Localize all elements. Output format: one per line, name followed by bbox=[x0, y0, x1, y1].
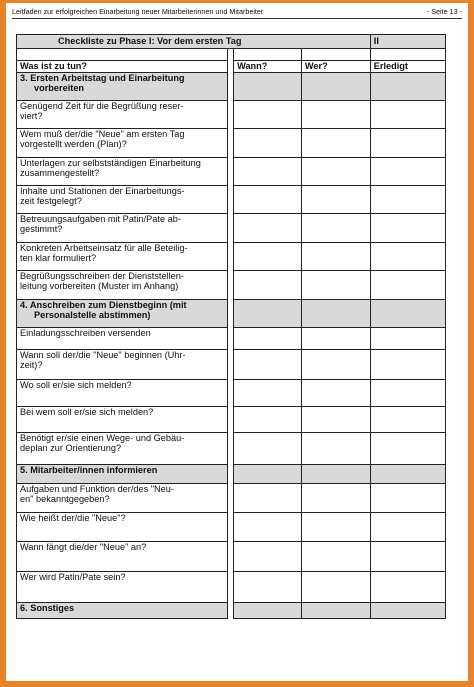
checklist-item-text bbox=[17, 571, 228, 602]
erledigt-cell[interactable] bbox=[370, 406, 445, 432]
col-header-wann: Wann? bbox=[234, 61, 302, 73]
wann-cell[interactable] bbox=[234, 541, 302, 571]
item-text-line: Genügend Zeit für die Begrüßung reser- bbox=[20, 100, 184, 111]
wann-cell[interactable] bbox=[234, 242, 302, 270]
item-text-line: Wann fängt die/der "Neue" an? bbox=[20, 541, 147, 552]
checklist-item-text bbox=[17, 379, 228, 406]
wann-cell[interactable] bbox=[234, 406, 302, 432]
erledigt-cell[interactable] bbox=[370, 571, 445, 602]
wer-cell[interactable] bbox=[301, 100, 370, 128]
wann-cell[interactable] bbox=[234, 128, 302, 157]
column-header-row bbox=[17, 61, 446, 73]
col-header-wer: Wer? bbox=[301, 61, 370, 73]
checklist-item-text bbox=[17, 541, 228, 571]
section-title bbox=[17, 602, 228, 618]
wer-cell[interactable] bbox=[301, 379, 370, 406]
section-row bbox=[17, 299, 446, 327]
item-text-line: Unterlagen zur selbstständigen Einarbeitung bbox=[20, 157, 201, 168]
wer-cell[interactable] bbox=[301, 512, 370, 541]
checklist-item-text bbox=[17, 185, 228, 213]
checklist-item-row bbox=[17, 483, 446, 512]
checklist-item-text bbox=[17, 406, 228, 432]
checklist-item-text bbox=[17, 483, 228, 512]
checklist-item-text bbox=[17, 128, 228, 157]
wann-cell[interactable] bbox=[234, 432, 302, 464]
checklist-item-text bbox=[17, 432, 228, 464]
item-text-line: zusammengestellt? bbox=[20, 168, 100, 179]
section-row bbox=[17, 464, 446, 483]
checklist-item-text bbox=[17, 512, 228, 541]
section-row bbox=[17, 602, 446, 618]
erledigt-cell[interactable] bbox=[370, 242, 445, 270]
erledigt-cell[interactable] bbox=[370, 483, 445, 512]
checklist-item-text bbox=[17, 242, 228, 270]
erledigt-cell[interactable] bbox=[370, 100, 445, 128]
wann-cell[interactable] bbox=[234, 349, 302, 379]
checklist-item-row bbox=[17, 128, 446, 157]
section-title bbox=[17, 464, 228, 483]
wann-cell[interactable] bbox=[234, 157, 302, 185]
item-text-line: en" bekanntgegeben? bbox=[20, 494, 110, 505]
checklist-item-row bbox=[17, 379, 446, 406]
checklist-item-row bbox=[17, 185, 446, 213]
checklist-item-row bbox=[17, 213, 446, 242]
erledigt-cell[interactable] bbox=[370, 379, 445, 406]
wer-cell[interactable] bbox=[301, 157, 370, 185]
item-text-line: zeit festgelegt? bbox=[20, 196, 82, 207]
item-text-line: viert? bbox=[20, 111, 43, 122]
phase-title: Checkliste zu Phase I: Vor dem ersten Tag bbox=[17, 35, 371, 49]
checklist-item-row bbox=[17, 512, 446, 541]
wann-cell[interactable] bbox=[234, 379, 302, 406]
erledigt-cell[interactable] bbox=[370, 128, 445, 157]
item-text-line: Wie heißt der/die "Neue"? bbox=[20, 512, 126, 523]
section-title-line: 3. Ersten Arbeitstag und Einarbeitung bbox=[20, 72, 185, 83]
checklist-item-row bbox=[17, 157, 446, 185]
erledigt-cell bbox=[370, 602, 445, 618]
header-title: Leitfaden zur erfolgreichen Einarbeitung neuer Mitarbeiterinnen und Mitarbeiter bbox=[12, 7, 264, 16]
erledigt-cell bbox=[370, 299, 445, 327]
wer-cell[interactable] bbox=[301, 432, 370, 464]
checklist-item-text bbox=[17, 100, 228, 128]
wann-cell[interactable] bbox=[234, 571, 302, 602]
erledigt-cell[interactable] bbox=[370, 349, 445, 379]
wann-cell[interactable] bbox=[234, 512, 302, 541]
erledigt-cell[interactable] bbox=[370, 512, 445, 541]
wer-cell[interactable] bbox=[301, 128, 370, 157]
wer-cell bbox=[301, 464, 370, 483]
item-text-line: zeit)? bbox=[20, 360, 43, 371]
item-text-line: vorgestellt werden (Plan)? bbox=[20, 139, 127, 150]
checklist-item-row bbox=[17, 541, 446, 571]
item-text-line: ten klar formuliert? bbox=[20, 253, 97, 264]
checklist-item-text bbox=[17, 157, 228, 185]
item-text-line: deplan zur Orientierung? bbox=[20, 443, 122, 454]
item-text-line: Einladungsschreiben versenden bbox=[20, 327, 151, 338]
erledigt-cell[interactable] bbox=[370, 432, 445, 464]
checklist-item-row bbox=[17, 432, 446, 464]
item-text-line: Inhalte und Stationen der Einarbeitungs- bbox=[20, 185, 185, 196]
section-title-line: 5. Mitarbeiter/innen informieren bbox=[20, 464, 158, 475]
checklist-item-row bbox=[17, 327, 446, 349]
item-text-line: Benötigt er/sie einen Wege- und Gebäu- bbox=[20, 432, 185, 443]
wer-cell[interactable] bbox=[301, 349, 370, 379]
section-title-line: vorbereiten bbox=[34, 83, 85, 94]
phase-title-row bbox=[17, 35, 446, 49]
wer-cell bbox=[301, 602, 370, 618]
wer-cell[interactable] bbox=[301, 242, 370, 270]
item-text-line: Konkreten Arbeitseinsatz für alle Beteilig- bbox=[20, 242, 188, 253]
item-text-line: Aufgaben und Funktion der/des "Neu- bbox=[20, 483, 174, 494]
erledigt-cell bbox=[370, 72, 445, 100]
col-header-erledigt: Erledigt bbox=[370, 61, 445, 73]
phase-roman: II bbox=[370, 35, 445, 49]
col-header-item: Was ist zu tun? bbox=[17, 61, 228, 73]
wer-cell bbox=[301, 72, 370, 100]
erledigt-cell bbox=[370, 464, 445, 483]
checklist-item-row bbox=[17, 270, 446, 299]
wer-cell[interactable] bbox=[301, 541, 370, 571]
wann-cell bbox=[234, 299, 302, 327]
wer-cell[interactable] bbox=[301, 270, 370, 299]
wann-cell bbox=[234, 464, 302, 483]
erledigt-cell[interactable] bbox=[370, 541, 445, 571]
wer-cell[interactable] bbox=[301, 406, 370, 432]
wann-cell[interactable] bbox=[234, 213, 302, 242]
erledigt-cell[interactable] bbox=[370, 327, 445, 349]
item-text-line: Wo soll er/sie sich melden? bbox=[20, 379, 132, 390]
checklist-item-row bbox=[17, 571, 446, 602]
section-title-line: 6. Sonstiges bbox=[20, 602, 75, 613]
erledigt-cell[interactable] bbox=[370, 185, 445, 213]
checklist-item-row bbox=[17, 242, 446, 270]
wer-cell[interactable] bbox=[301, 213, 370, 242]
item-text-line: Begrüßungsschreiben der Dienststellen- bbox=[20, 270, 184, 281]
wann-cell[interactable] bbox=[234, 270, 302, 299]
item-text-line: Wem muß der/die "Neue" am ersten Tag bbox=[20, 128, 185, 139]
item-text-line: leitung vorbereiten (Muster im Anhang) bbox=[20, 281, 179, 292]
page-header bbox=[12, 5, 462, 19]
wer-cell[interactable] bbox=[301, 571, 370, 602]
section-title bbox=[17, 72, 228, 100]
section-row bbox=[17, 72, 446, 100]
wer-cell[interactable] bbox=[301, 185, 370, 213]
item-text-line: gestimmt? bbox=[20, 224, 63, 235]
erledigt-cell[interactable] bbox=[370, 157, 445, 185]
wann-cell[interactable] bbox=[234, 483, 302, 512]
checklist-item-row bbox=[17, 349, 446, 379]
wann-cell bbox=[234, 602, 302, 618]
checklist-item-text bbox=[17, 270, 228, 299]
erledigt-cell[interactable] bbox=[370, 270, 445, 299]
wer-cell bbox=[301, 299, 370, 327]
checklist-item-text bbox=[17, 349, 228, 379]
item-text-line: Bei wem soll er/sie sich melden? bbox=[20, 406, 154, 417]
wann-cell[interactable] bbox=[234, 327, 302, 349]
wer-cell[interactable] bbox=[301, 483, 370, 512]
wann-cell[interactable] bbox=[234, 185, 302, 213]
erledigt-cell[interactable] bbox=[370, 213, 445, 242]
item-text-line: Wann soll der/die "Neue" beginnen (Uhr- bbox=[20, 349, 186, 360]
wer-cell[interactable] bbox=[301, 327, 370, 349]
page-number: - Seite 13 - bbox=[426, 7, 462, 16]
section-title bbox=[17, 299, 228, 327]
checklist-item-text bbox=[17, 213, 228, 242]
wann-cell bbox=[234, 72, 302, 100]
checklist-item-row bbox=[17, 406, 446, 432]
checklist-item-text bbox=[17, 327, 228, 349]
section-title-line: Personalstelle abstimmen) bbox=[34, 310, 151, 321]
checklist-table bbox=[16, 34, 446, 619]
spacer-row bbox=[17, 49, 446, 61]
wann-cell[interactable] bbox=[234, 100, 302, 128]
checklist-item-row bbox=[17, 100, 446, 128]
section-title-line: 4. Anschreiben zum Dienstbeginn (mit bbox=[20, 299, 187, 310]
item-text-line: Betreuungsaufgaben mit Patin/Pate ab- bbox=[20, 213, 181, 224]
item-text-line: Wer wird Patin/Pate sein? bbox=[20, 571, 126, 582]
